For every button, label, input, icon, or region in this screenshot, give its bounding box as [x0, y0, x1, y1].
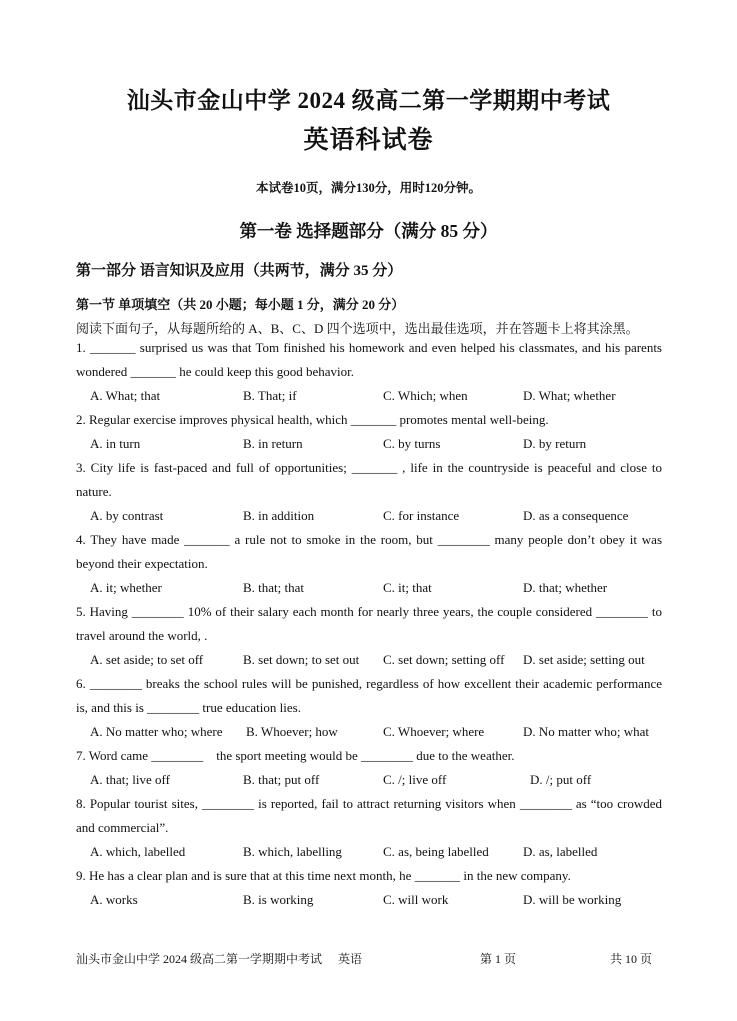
option-b: B. in return — [243, 436, 303, 451]
option-b: B. is working — [243, 892, 314, 907]
exam-note: 本试卷10页，满分130分，用时120分钟。 — [255, 181, 481, 195]
question-stem: 5. Having ________ 10% of their salary each month for nearly three years, the couple considered ________ to travel around the world, . — [76, 604, 662, 643]
section-heading: 第一节 单项填空（共 20 小题；每小题 1 分，满分 20 分） — [76, 297, 405, 312]
question-stem: 3. City life is fast-paced and full of opportunities; _______ , life in the countryside is peaceful and close to nature. — [76, 460, 662, 499]
option-row — [76, 504, 662, 528]
option-b: B. in addition — [243, 508, 315, 523]
option-d: D. What; whether — [523, 388, 616, 403]
option-a: A. What; that — [90, 388, 161, 403]
option-row — [76, 768, 662, 792]
option-a: A. in turn — [90, 436, 141, 451]
footer-total-pages: 共 10 页 — [610, 952, 653, 966]
question-list — [76, 336, 662, 912]
subject-title: 英语科试卷 — [303, 127, 434, 154]
question-9 — [76, 864, 662, 912]
option-d: D. No matter who; what — [523, 724, 650, 739]
option-c: C. it; that — [383, 580, 432, 595]
question-stem: 7. Word came ________ the sport meeting would be ________ due to the weather. — [76, 748, 515, 763]
option-d: D. by return — [523, 436, 587, 451]
option-row — [76, 648, 662, 672]
option-b: B. that; that — [243, 580, 305, 595]
option-b: B. Whoever; how — [246, 724, 338, 739]
option-d: D. set aside; setting out — [523, 652, 645, 667]
footer-exam-title: 汕头市金山中学 2024 级高二第一学期期中考试 — [76, 952, 323, 966]
part-heading: 第一部分 语言知识及应用（共两节，满分 35 分） — [76, 263, 403, 279]
question-stem: 8. Popular tourist sites, ________ is reported, fail to attract returning visitors when ________ as “too crowded and commercial”. — [76, 796, 662, 835]
option-c: C. Which; when — [383, 388, 468, 403]
option-d: D. as, labelled — [523, 844, 598, 859]
exam-title: 汕头市金山中学 2024 级高二第一学期期中考试 — [126, 88, 611, 113]
option-c: C. set down; setting off — [383, 652, 505, 667]
option-c: C. as, being labelled — [383, 844, 489, 859]
question-5 — [76, 600, 662, 672]
question-stem: 2. Regular exercise improves physical health, which _______ promotes mental well-being. — [76, 412, 549, 427]
option-row — [76, 576, 662, 600]
option-row — [76, 840, 662, 864]
option-b: B. that; put off — [243, 772, 320, 787]
question-7 — [76, 744, 662, 792]
option-d: D. that; whether — [523, 580, 608, 595]
option-c: C. for instance — [383, 508, 460, 523]
option-row — [76, 432, 662, 456]
option-row — [76, 720, 662, 744]
option-row — [76, 384, 662, 408]
footer-subject: 英语 — [338, 952, 363, 966]
option-c: C. will work — [383, 892, 449, 907]
option-b: B. set down; to set out — [243, 652, 360, 667]
option-c: C. /; live off — [383, 772, 447, 787]
option-a: A. it; whether — [90, 580, 162, 595]
question-8 — [76, 792, 662, 864]
volume-heading: 第一卷 选择题部分（满分 85 分） — [239, 221, 498, 241]
option-a: A. set aside; to set off — [90, 652, 204, 667]
footer-page-number: 第 1 页 — [480, 952, 517, 966]
question-stem: 1. _______ surprised us was that Tom finished his homework and even helped his classmates, and his parents wondered _______ he could keep this good behavior. — [76, 340, 662, 379]
question-stem: 4. They have made _______ a rule not to smoke in the room, but ________ many people don’t obey it was beyond their expectation. — [76, 532, 662, 571]
option-a: A. No matter who; where — [90, 724, 223, 739]
question-2 — [76, 408, 662, 456]
question-stem: 9. He has a clear plan and is sure that at this time next month, he _______ in the new company. — [76, 868, 571, 883]
option-b: B. That; if — [243, 388, 297, 403]
question-1 — [76, 336, 662, 408]
question-4 — [76, 528, 662, 600]
option-d: D. as a consequence — [523, 508, 629, 523]
question-3 — [76, 456, 662, 528]
question-stem: 6. ________ breaks the school rules will be punished, regardless of how excellent their academic performance is, and this is ________ true education lies. — [76, 676, 662, 715]
option-a: A. works — [90, 892, 138, 907]
option-c: C. Whoever; where — [383, 724, 485, 739]
section-instruction: 阅读下面句子，从每题所给的 A、B、C、D 四个选项中，选出最佳选项，并在答题卡上将其涂黑。 — [76, 321, 639, 336]
option-row — [76, 888, 662, 912]
question-6 — [76, 672, 662, 744]
option-d: D. /; put off — [530, 772, 592, 787]
option-c: C. by turns — [383, 436, 441, 451]
option-a: A. which, labelled — [90, 844, 186, 859]
option-d: D. will be working — [523, 892, 622, 907]
option-b: B. which, labelling — [243, 844, 342, 859]
option-a: A. that; live off — [90, 772, 170, 787]
option-a: A. by contrast — [90, 508, 164, 523]
